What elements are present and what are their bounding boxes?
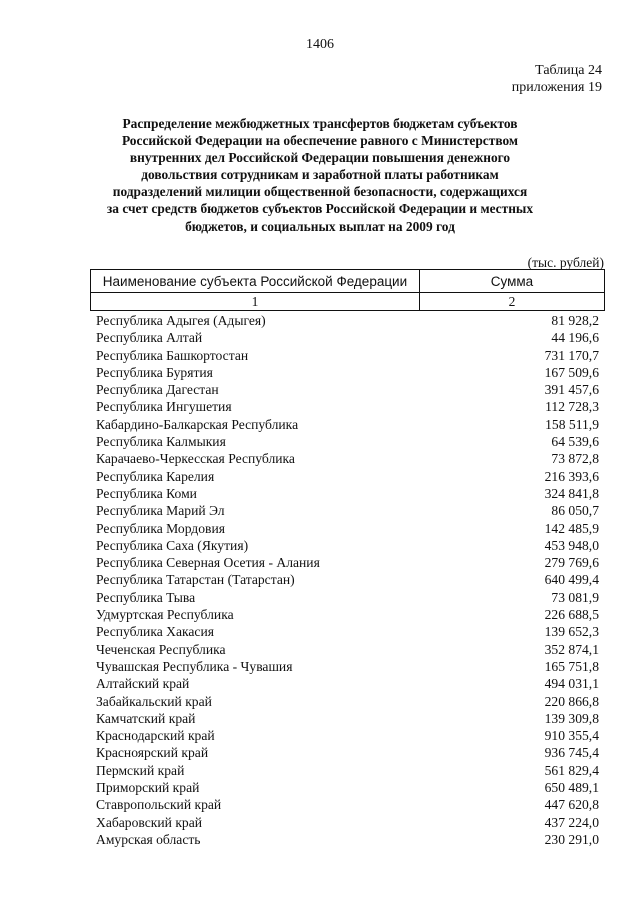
- appendix-label: приложения 19: [511, 80, 602, 95]
- table-row: [96, 450, 599, 467]
- table-body: [96, 312, 599, 848]
- amount-value: 64 539,6: [551, 434, 599, 450]
- column-header-name: Наименование субъекта Российской Федерации: [91, 270, 420, 293]
- title-line: довольствия сотрудникам и заработной платы работникам: [141, 167, 499, 183]
- amount-value: 139 309,8: [544, 710, 599, 726]
- amount-value: 731 170,7: [544, 347, 599, 363]
- region-name: Республика Татарстан (Татарстан): [96, 572, 295, 588]
- amount-value: 86 050,7: [551, 503, 599, 519]
- region-name: Хабаровский край: [96, 814, 203, 830]
- region-name: Краснодарский край: [96, 728, 215, 744]
- region-name: Республика Хакасия: [96, 624, 214, 640]
- table-row: [96, 502, 599, 519]
- units-label: (тыс. рублей): [527, 255, 604, 270]
- amount-value: 561 829,4: [544, 762, 599, 778]
- amount-value: 167 509,6: [544, 364, 599, 380]
- table-row: [96, 744, 599, 761]
- region-name: Ставропольский край: [96, 797, 222, 813]
- table-row: [96, 433, 599, 450]
- table-row: [96, 554, 599, 571]
- amount-value: 226 688,5: [544, 607, 599, 623]
- region-name: Республика Карелия: [96, 468, 215, 484]
- region-name: Республика Ингушетия: [96, 399, 232, 415]
- table-row: [96, 589, 599, 606]
- amount-value: 216 393,6: [544, 468, 599, 484]
- table-row: [96, 347, 599, 364]
- table-reference: [512, 62, 602, 96]
- table-row: [96, 710, 599, 727]
- table-row: [96, 381, 599, 398]
- table-row: [96, 762, 599, 779]
- region-name: Республика Башкортостан: [96, 347, 249, 363]
- region-name: Чувашская Республика - Чувашия: [96, 658, 293, 674]
- region-name: Республика Марий Эл: [96, 503, 225, 519]
- amount-value: 936 745,4: [544, 745, 599, 761]
- region-name: Алтайский край: [96, 676, 190, 692]
- table-row: [96, 623, 599, 640]
- region-name: Республика Алтай: [96, 330, 203, 346]
- amount-value: 437 224,0: [544, 814, 599, 830]
- amount-value: 494 031,1: [544, 676, 599, 692]
- column-number-2: 2: [419, 293, 604, 311]
- title-line: подразделений милиции общественной безопасности, содержащихся: [112, 184, 528, 200]
- table-row: [96, 468, 599, 485]
- table-row: [96, 571, 599, 588]
- table-row: [96, 796, 599, 813]
- amount-value: 640 499,4: [544, 572, 599, 588]
- title-line: Распределение межбюджетных трансфертов бюджетам субъектов: [122, 116, 518, 131]
- amount-value: 324 841,8: [544, 485, 599, 501]
- table-row: [96, 364, 599, 381]
- amount-value: 139 652,3: [544, 624, 599, 640]
- title-line: за счет средств бюджетов субъектов Российской Федерации и местных: [106, 201, 534, 217]
- amount-value: 220 866,8: [544, 693, 599, 709]
- amount-value: 112 728,3: [545, 399, 599, 415]
- region-name: Республика Саха (Якутия): [96, 537, 249, 553]
- amount-value: 453 948,0: [544, 537, 599, 553]
- amount-value: 158 511,9: [545, 416, 599, 432]
- table-row: [96, 520, 599, 537]
- table-row: [96, 537, 599, 554]
- amount-value: 44 196,6: [551, 330, 599, 346]
- region-name: Кабардино-Балкарская Республика: [96, 416, 299, 432]
- table-row: [96, 416, 599, 433]
- region-name: Пермский край: [96, 762, 185, 778]
- region-name: Республика Тыва: [96, 589, 196, 605]
- table-header: [90, 269, 605, 311]
- region-name: Удмуртская Республика: [96, 607, 234, 623]
- page-number: 1406: [306, 37, 334, 52]
- table-row: [96, 485, 599, 502]
- table-row: [96, 727, 599, 744]
- amount-value: 650 489,1: [544, 780, 599, 796]
- table-row: [96, 641, 599, 658]
- amount-value: 910 355,4: [544, 728, 599, 744]
- amount-value: 279 769,6: [544, 555, 599, 571]
- title-line: бюджетов, и социальных выплат на 2009 год: [185, 218, 455, 234]
- table-row: [96, 814, 599, 831]
- region-name: Республика Калмыкия: [96, 434, 226, 450]
- region-name: Карачаево-Черкесская Республика: [96, 451, 295, 467]
- table-label: Таблица 24: [535, 63, 602, 78]
- table-row: [96, 398, 599, 415]
- table-row: [96, 658, 599, 675]
- region-name: Чеченская Республика: [96, 641, 226, 657]
- column-number-1: 1: [91, 293, 420, 311]
- table-row: [96, 675, 599, 692]
- column-header-sum: Сумма: [419, 270, 604, 293]
- region-name: Амурская область: [96, 831, 201, 847]
- table-row: [96, 312, 599, 329]
- amount-value: 73 872,8: [551, 451, 599, 467]
- region-name: Республика Северная Осетия - Алания: [96, 555, 320, 571]
- table-row: [96, 779, 599, 796]
- amount-value: 73 081,9: [551, 589, 599, 605]
- table-row: [96, 606, 599, 623]
- table-row: [96, 329, 599, 346]
- region-name: Красноярский край: [96, 745, 209, 761]
- region-name: Забайкальский край: [96, 693, 212, 709]
- title-line: Российской Федерации на обеспечение равного с Министерством: [121, 133, 519, 149]
- region-name: Республика Коми: [96, 485, 197, 501]
- amount-value: 142 485,9: [544, 520, 599, 536]
- amount-value: 230 291,0: [544, 831, 599, 847]
- region-name: Камчатский край: [96, 710, 196, 726]
- amount-value: 447 620,8: [544, 797, 599, 813]
- amount-value: 391 457,6: [544, 382, 599, 398]
- region-name: Республика Дагестан: [96, 382, 219, 398]
- amount-value: 81 928,2: [551, 313, 599, 328]
- amount-value: 352 874,1: [544, 641, 599, 657]
- region-name: Республика Бурятия: [96, 364, 213, 380]
- document-title: [80, 115, 560, 235]
- region-name: Республика Мордовия: [96, 520, 225, 536]
- table-row: [96, 693, 599, 710]
- region-name: Приморский край: [96, 780, 200, 796]
- title-line: внутренних дел Российской Федерации повышения денежного: [129, 150, 511, 166]
- region-name: Республика Адыгея (Адыгея): [96, 313, 266, 328]
- table-row: [96, 831, 599, 848]
- amount-value: 165 751,8: [544, 658, 599, 674]
